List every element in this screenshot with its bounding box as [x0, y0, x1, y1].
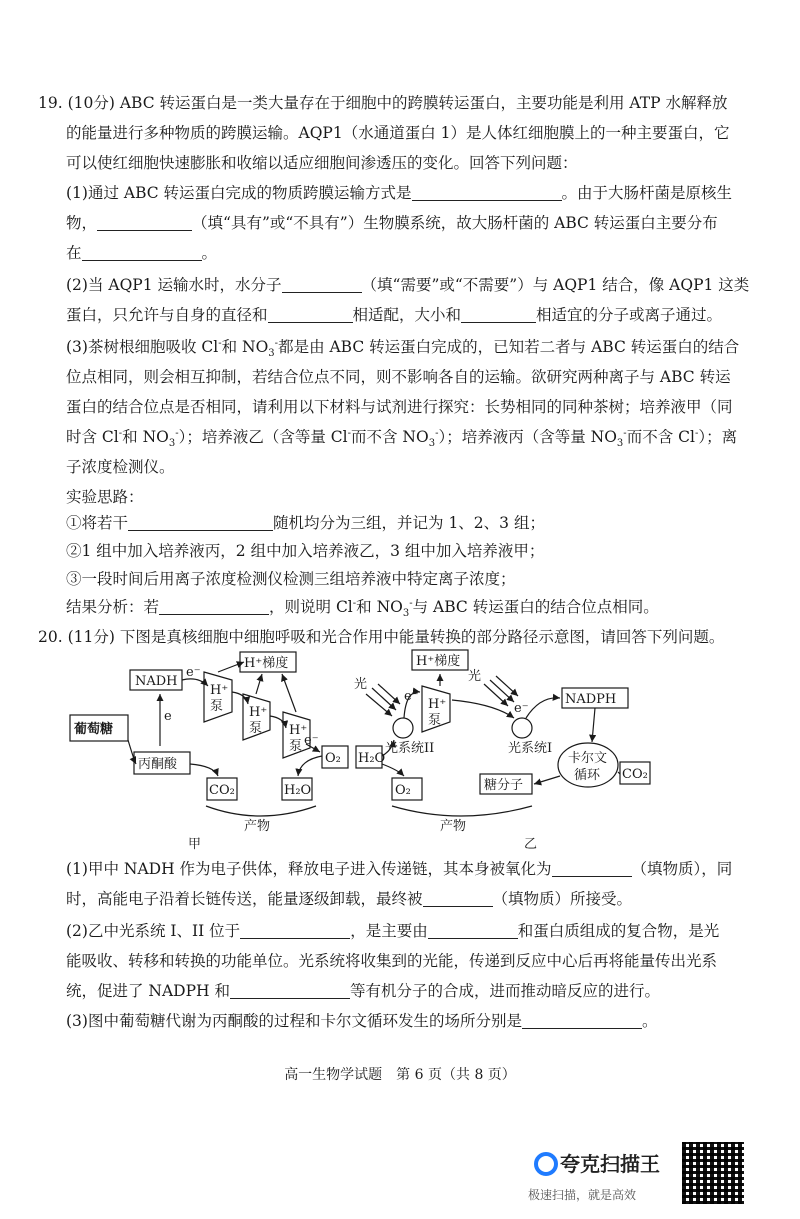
jia-h-arrow-1	[218, 662, 244, 672]
ps1-label: 光系统I	[508, 741, 553, 756]
jia-pump-2	[243, 694, 270, 740]
sugar-box	[480, 774, 532, 794]
answer-blank[interactable]	[268, 306, 353, 323]
nadph-to-calvin	[592, 708, 595, 742]
photosystem-1-circle	[512, 718, 532, 738]
yi-gradient-box	[412, 650, 468, 670]
h2o-to-ps2	[382, 740, 394, 756]
jia-co2-label: CO₂	[209, 783, 235, 798]
page-footer: 高一生物学试题 第 6 页（共 8 页）	[284, 1067, 516, 1083]
q19-part1-line-2: 物， （填“具有”或“不具有”）生物膜系统，故大肠杆菌的 ABC 转运蛋白主要分布	[66, 214, 718, 232]
glucose-to-pyruvate	[128, 740, 136, 764]
yi-gradient-label: H⁺梯度	[416, 654, 461, 669]
answer-blank[interactable]	[159, 598, 269, 615]
q19-idea-heading: 实验思路：	[66, 488, 144, 506]
q19-stem-line-2: 的能量进行多种物质的跨膜运输。AQP1（水通道蛋白 1）是人体红细胞膜上的一种主要蛋白，它	[66, 124, 730, 142]
q19-stem-line-3: 可以使红细胞快速膨胀和收缩以适应细胞间渗透压的变化。回答下列问题：	[66, 154, 578, 172]
jia-pump-3-h: H⁺	[289, 723, 308, 738]
calvin-cycle-ellipse	[558, 743, 618, 787]
q19-part1-line-1: (1)通过 ABC 转运蛋白完成的物质跨膜运输方式是 。由于大肠杆菌是原核生	[66, 184, 733, 202]
jia-h2o-label: H₂O	[284, 783, 312, 798]
q19-part3-line-4: 时含 Cl-和 $NO_3^-$）；培养液乙（含等量 Cl-而不含 $NO_3^-$）；培养液丙（含等量 $NO_3^-$而不含 Cl-）；离	[66, 427, 738, 450]
qr-code-icon	[682, 1142, 744, 1204]
yi-pump-b: 泵	[428, 713, 442, 728]
answer-blank[interactable]	[230, 982, 350, 999]
q19-step-1: ①将若干 随机均分为三组，并记为 1、2、3 组；	[66, 514, 545, 532]
jia-product-brace	[206, 806, 316, 816]
q19-part2-line-2: 蛋白，只允许与自身的直径和 相适配，大小和 相适宜的分子或离子通过。	[66, 306, 723, 324]
jia-pump-1-h: H⁺	[210, 683, 229, 698]
jia-o2-label: O₂	[325, 751, 341, 766]
o2-to-h2o	[298, 756, 322, 776]
q19-part3-line-3: 蛋白的结合位点是否相同，请利用以下材料与试剂进行探究：长势相同的同种茶树；培养液甲（同	[66, 398, 733, 416]
nadph-label: NADPH	[565, 692, 617, 707]
jia-pump-3	[283, 712, 310, 758]
photosystem-2-circle	[393, 718, 413, 738]
calvin-to-sugar	[534, 776, 560, 784]
jia-o2-box	[322, 746, 348, 768]
q19-step-2: ②1 组中加入培养液丙，2 组中加入培养液乙，3 组中加入培养液甲；	[66, 542, 545, 560]
glucose-label: 葡萄糖	[74, 722, 114, 737]
q19-stem-line-1: 19. (10分) ABC 转运蛋白是一类大量存在于细胞中的跨膜转运蛋白，主要功能是利用 ATP 水解释放	[38, 94, 728, 112]
nadph-box	[562, 688, 628, 708]
jia-pump-2-h: H⁺	[249, 705, 268, 720]
jia-e-arrow-1	[182, 679, 208, 686]
answer-blank[interactable]	[428, 922, 518, 939]
calvin-label-2: 循环	[574, 768, 601, 783]
diagram-yi-label: 乙	[524, 837, 538, 852]
yi-h2o-label: H₂O	[358, 751, 386, 766]
pyruvate-to-co2	[190, 764, 218, 776]
jia-co2-box	[207, 778, 237, 800]
answer-blank[interactable]	[82, 244, 202, 261]
answer-blank[interactable]	[423, 890, 493, 907]
jia-h-arrow-2	[256, 674, 262, 694]
pyruvate-box	[134, 752, 190, 774]
yi-o2-label: O₂	[395, 783, 411, 798]
jia-e-arrow-3	[270, 716, 286, 728]
q20-part2-line-3: 统，促进了 NADPH 和 等有机分子的合成，进而推动暗反应的进行。	[66, 982, 660, 1000]
answer-blank[interactable]	[412, 184, 562, 201]
pyruvate-label: 丙酮酸	[138, 757, 178, 772]
q20-part1-line-1: (1)甲中 NADH 作为电子供体，释放电子进入传递链，其本身被氧化为 （填物质），同	[66, 860, 733, 878]
q20-part2-line-2: 能吸收、转移和转换的功能单位。光系统将收集到的光能，传递到反应中心后再将能量传出光系	[66, 952, 718, 970]
scanner-slogan: 极速扫描，就是高效	[528, 1188, 637, 1202]
q19-part1-line-3: 在 。	[66, 244, 218, 262]
jia-pump-1	[204, 672, 232, 722]
scanner-logo-icon	[534, 1152, 558, 1176]
answer-blank[interactable]	[240, 922, 350, 939]
jia-pump-1-b: 泵	[210, 699, 224, 714]
yi-e-arrow-2	[452, 700, 514, 718]
jia-gradient-label: H⁺梯度	[244, 656, 289, 671]
jia-e-label-2: e	[164, 709, 172, 724]
yi-e-arrow-1	[404, 692, 420, 718]
yi-product-brace	[392, 806, 532, 816]
answer-blank[interactable]	[97, 214, 192, 231]
q20-part1-line-2: 时，高能电子沿着长链传送，能量逐级卸载，最终被 （填物质）所接受。	[66, 890, 633, 908]
jia-h2o-box	[282, 778, 312, 800]
yi-h2o-box	[356, 746, 382, 768]
glucose-box	[70, 715, 128, 741]
h2o-to-o2	[382, 764, 404, 776]
nadh-box	[130, 670, 182, 690]
yi-co2-box	[620, 762, 650, 784]
yi-e-label-2: e⁻	[514, 701, 529, 716]
q20-stem: 20. (11分) 下图是真核细胞中细胞呼吸和光合作用中能量转换的部分路径示意图，请回答下列问题。	[38, 628, 725, 646]
jia-e-label-3: e⁻	[304, 733, 319, 748]
q19-part3-line-2: 位点相同，则会相互抑制，若结合位点不同，则不影响各自的运输。欲研究两种离子与 ABC 转运	[66, 368, 731, 386]
scanner-brand: 夸克扫描王	[560, 1152, 660, 1176]
ps2-label: 光系统II	[385, 741, 435, 756]
answer-blank[interactable]	[461, 306, 536, 323]
calvin-label-1: 卡尔文	[568, 751, 608, 766]
jia-pump-2-b: 泵	[249, 721, 263, 736]
answer-blank[interactable]	[282, 276, 362, 293]
answer-blank[interactable]	[522, 1012, 642, 1029]
yi-light-label-1: 光	[354, 677, 368, 692]
jia-pump-3-b: 泵	[289, 739, 303, 754]
answer-blank[interactable]	[128, 514, 273, 531]
jia-product-label: 产物	[244, 819, 271, 834]
q19-result: 结果分析：若 ，则说明 Cl-和 $NO_3^-$与 ABC 转运蛋白的结合位点相同。	[66, 597, 659, 620]
q20-part3: (3)图中葡萄糖代谢为丙酮酸的过程和卡尔文循环发生的场所分别是 。	[66, 1012, 658, 1030]
yi-e-to-nadph	[526, 698, 560, 718]
yi-co2-label: CO₂	[622, 767, 648, 782]
sugar-label: 糖分子	[484, 778, 524, 793]
yi-pump	[422, 686, 450, 732]
yi-product-label: 产物	[440, 819, 467, 834]
jia-gradient-box	[240, 652, 296, 672]
jia-h-arrow-3	[282, 674, 296, 712]
yi-e-label-1: e⁻	[404, 689, 419, 704]
jia-e-to-o2	[306, 744, 320, 752]
yi-light-label-2: 光	[468, 669, 482, 684]
q19-part2-line-1: (2)当 AQP1 运输水时，水分子 （填“需要”或“不需要”）与 AQP1 结合，像 AQP1 这类	[66, 276, 750, 294]
q20-part2-line-1: (2)乙中光系统 I、II 位于 ，是主要由 和蛋白质组成的复合物，是光	[66, 922, 720, 940]
jia-e-label-1: e⁻	[186, 665, 201, 680]
yi-pump-h: H⁺	[428, 697, 447, 712]
q19-part3-line-5: 子浓度检测仪。	[66, 458, 175, 476]
nadh-label: NADH	[135, 674, 178, 689]
yi-o2-box	[392, 778, 422, 800]
answer-blank[interactable]	[552, 860, 632, 877]
diagram-jia-label: 甲	[188, 837, 202, 852]
q19-part3-line-1: (3)茶树根细胞吸收 Cl-和 $NO_3^-$都是由 ABC 转运蛋白完成的，已知若二者与 ABC 转运蛋白的结合	[66, 337, 740, 360]
co2-to-calvin	[618, 772, 620, 774]
q19-step-3: ③一段时间后用离子浓度检测仪检测三组培养液中特定离子浓度；	[66, 570, 516, 588]
jia-e-arrow-2	[232, 692, 248, 704]
